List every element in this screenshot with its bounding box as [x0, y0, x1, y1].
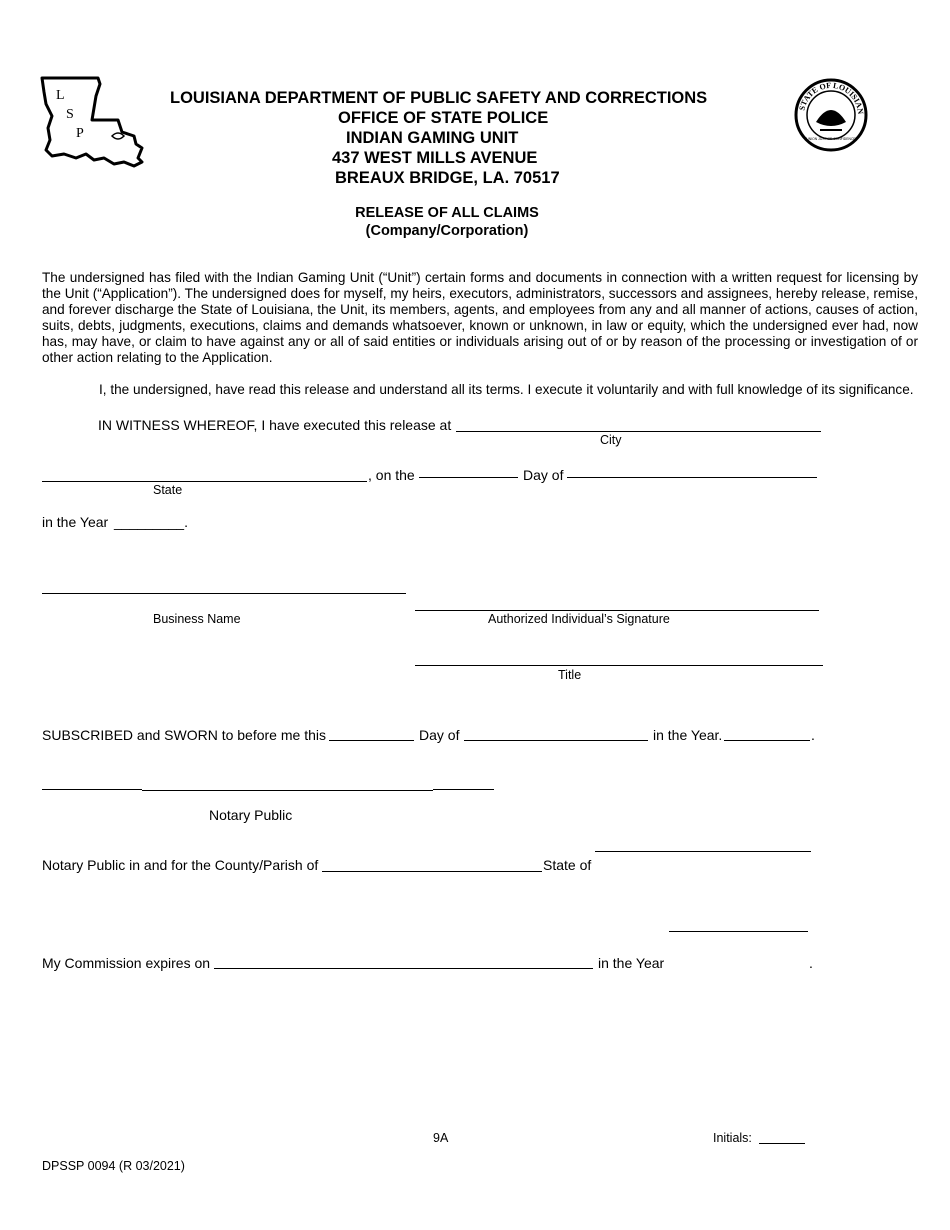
sworn-month-field[interactable] — [464, 740, 648, 741]
notary-signature-field-middle[interactable] — [142, 790, 433, 791]
state-label: State — [153, 483, 183, 497]
state-field[interactable] — [42, 481, 367, 482]
notary-state-field[interactable] — [595, 851, 811, 852]
header-address: 437 WEST MILLS AVENUE — [332, 149, 538, 167]
business-name-field[interactable] — [42, 593, 406, 594]
notary-signature-field-left[interactable] — [42, 789, 142, 790]
notary-signature-field-right[interactable] — [433, 789, 494, 790]
header-office: OFFICE OF STATE POLICE — [338, 109, 549, 127]
logo-letter-l: L — [56, 88, 65, 103]
notary-county-field[interactable] — [322, 871, 542, 872]
title-field[interactable] — [415, 665, 823, 666]
commission-year-field[interactable] — [669, 931, 808, 932]
witness-month-field[interactable] — [567, 477, 817, 478]
sworn-day-of-text: Day of — [419, 727, 460, 743]
witness-day-of-text: Day of — [523, 467, 564, 483]
logo-letter-s: S — [66, 107, 74, 122]
notary-public-label: Notary Public — [209, 807, 293, 823]
signature-label: Authorized Individual’s Signature — [488, 612, 670, 626]
witness-year-field[interactable]: _________. — [114, 514, 188, 530]
city-field[interactable] — [456, 431, 821, 432]
acknowledgement-paragraph: I, the undersigned, have read this release and understand all its terms. I execute it voluntarily and with full knowledge of its significance. — [99, 382, 914, 397]
header-unit: INDIAN GAMING UNIT — [346, 129, 519, 147]
initials-label: Initials: — [713, 1131, 752, 1145]
city-label: City — [600, 433, 622, 447]
state-seal-icon — [794, 78, 868, 152]
page-number: 9A — [433, 1131, 449, 1145]
commission-period: . — [809, 955, 813, 971]
commission-date-field[interactable] — [214, 968, 593, 969]
form-title: RELEASE OF ALL CLAIMS — [355, 205, 539, 221]
louisiana-map-icon — [38, 74, 148, 170]
sworn-day-field[interactable] — [329, 740, 414, 741]
seal-text: STATE OF LOUISIAN — [797, 80, 866, 115]
lsp-logo — [38, 74, 148, 170]
logo-letter-p: P — [76, 126, 84, 141]
witness-day-field[interactable] — [419, 477, 518, 478]
sworn-period: . — [811, 727, 815, 743]
notary-county-text: Notary Public in and for the County/Parish of — [42, 857, 319, 873]
witness-text: IN WITNESS WHEREOF, I have executed this release at — [98, 417, 452, 433]
signature-field[interactable] — [415, 610, 819, 611]
seal-motto: UNION JUSTICE CONFIDENCE — [806, 137, 856, 141]
sworn-text: SUBSCRIBED and SWORN to before me this — [42, 727, 326, 743]
header-city: BREAUX BRIDGE, LA. 70517 — [335, 169, 560, 187]
notary-state-of-text: State of — [543, 857, 592, 873]
title-label: Title — [558, 668, 582, 682]
on-the-text: , on the — [368, 467, 415, 483]
state-seal — [794, 78, 868, 152]
sworn-in-the-year-text: in the Year. — [653, 727, 723, 743]
commission-in-the-year-text: in the Year — [598, 955, 665, 971]
form-subtitle: (Company/Corporation) — [365, 223, 529, 239]
header-department: LOUISIANA DEPARTMENT OF PUBLIC SAFETY AND CORRECTIONS — [170, 89, 708, 107]
initials-field[interactable] — [759, 1143, 805, 1144]
in-the-year-text: in the Year — [42, 514, 109, 530]
sworn-year-field[interactable] — [724, 740, 810, 741]
commission-text: My Commission expires on — [42, 955, 211, 971]
business-name-label: Business Name — [153, 612, 241, 626]
release-paragraph: The undersigned has filed with the Indian Gaming Unit (“Unit”) certain forms and documents in connection with a written request for licensing by the Unit (“Application”). The undersigned does for myself, my heirs, executors, administrators, successors and assignees, hereby release, remise, and forever discharge the State of Louisiana, the Unit, its members, agents, and employees from any and all manner of actions, causes of action, suits, debts, judgments, executions, claims and demands whatsoever, known or unknown, in law or equity, which the undersigned ever had, now has, may have, or claim to have against any or all of said entities or individuals arising out of or by reason of the processing or investigation of or other action relating to the Application. — [42, 270, 918, 365]
form-number: DPSSP 0094 (R 03/2021) — [42, 1159, 185, 1173]
